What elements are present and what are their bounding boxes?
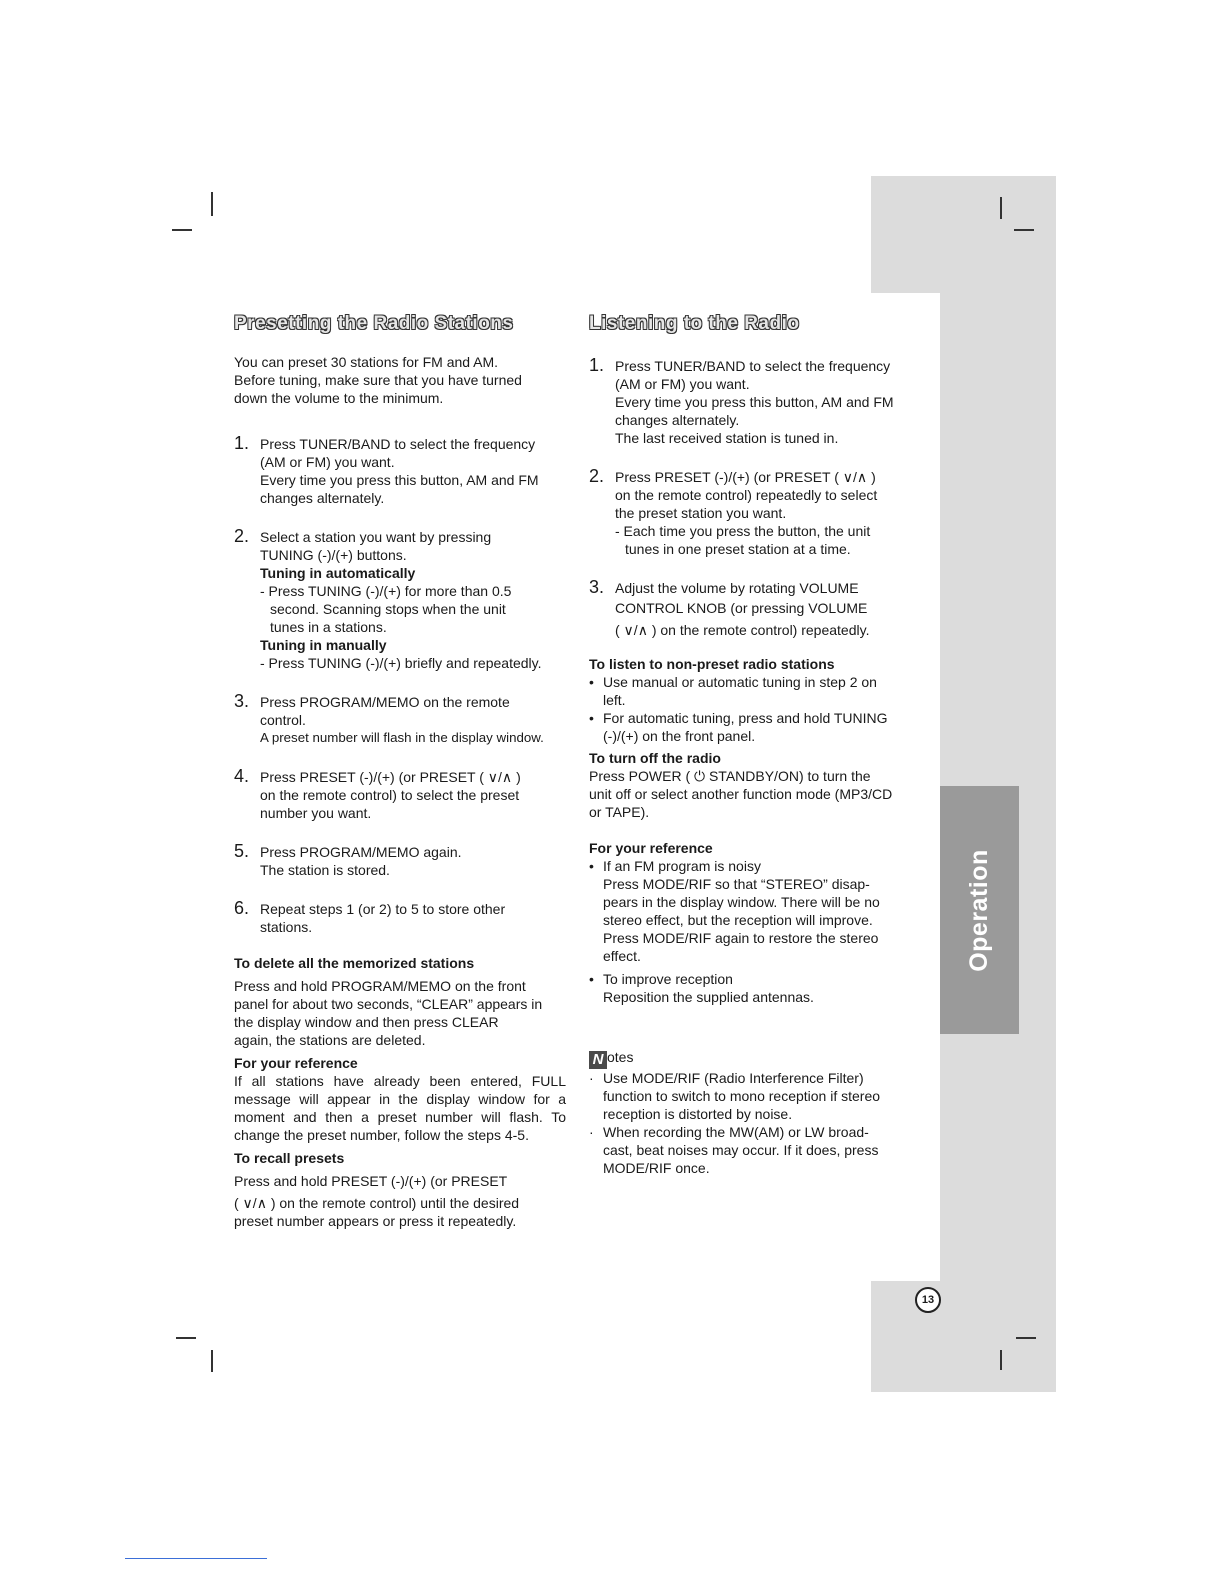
step-line: Every time you press this button, AM and FM [615,394,894,410]
step-line: A preset number will flash in the display window. [260,730,544,745]
step-line: ( ∨/∧ ) on the remote control) repeatedly. [615,622,870,638]
step-line: (AM or FM) you want. [615,376,750,392]
step-1 [589,357,919,447]
step-3 [234,693,566,747]
step-1 [234,435,566,507]
step-line: Select a station you want by pressing [260,529,492,545]
crop-mark [1000,197,1002,219]
step-2 [234,528,566,672]
step-line: TUNING (-)/(+) buttons. [260,547,407,563]
step-line: Press PROGRAM/MEMO on the remote [260,694,510,710]
list-item [589,1069,919,1123]
step-4 [234,768,566,822]
subheading-delete: To delete all the memorized stations [234,955,475,971]
bullet-icon: • [589,971,594,987]
body-line: MODE/RIF once. [603,1160,710,1176]
notes-title: otes [607,1049,634,1065]
body-line: stereo effect, but the reception will improve. [603,912,873,928]
subheading: Tuning in automatically [260,565,416,581]
body-line: Use MODE/RIF (Radio Interference Filter) [603,1070,864,1086]
section-title-presetting: Presetting the Radio Stations [234,313,514,334]
step-line: Adjust the volume by rotating VOLUME [615,580,859,596]
step-line: Every time you press this button, AM and FM [260,472,539,488]
body-line: If an FM program is noisy [603,858,761,874]
body-line: pears in the display window. There will be no [603,894,880,910]
body-line: To improve reception [603,971,733,987]
step-number: 3. [234,691,250,711]
body-line: reception is distorted by noise. [603,1106,793,1122]
step-number: 5. [234,841,250,861]
body-line: cast, beat noises may occur. If it does, press [603,1142,879,1158]
body-line: function to switch to mono reception if stereo [603,1088,881,1104]
list-item [589,970,919,1006]
body-line: moment and then a preset number will flash. To [234,1109,566,1125]
body-line: Press MODE/RIF so that “STEREO” disap- [603,876,870,892]
intro-line: down the volume to the minimum. [234,390,444,406]
step-number: 3. [589,577,605,597]
step-line: Press TUNER/BAND to select the frequency [260,436,536,452]
body-line: again, the stations are deleted. [234,1032,426,1048]
body-line: message will appear in the display window for a [234,1091,566,1107]
body-line: Press and hold PROGRAM/MEMO on the front [234,978,526,994]
subheading-nonpreset: To listen to non-preset radio stations [589,656,835,672]
right-column [589,357,919,1177]
body-line: (-)/(+) on the front panel. [603,728,756,744]
body-line: Press MODE/RIF again to restore the stereo [603,930,879,946]
bullet-icon: • [589,710,594,726]
step-line: (AM or FM) you want. [260,454,395,470]
crop-mark [1000,1350,1002,1370]
body-line: Press and hold PRESET (-)/(+) (or PRESET [234,1173,508,1189]
subheading-reference: For your reference [589,840,713,856]
step-line: - Each time you press the button, the unit [615,523,871,539]
step-line: tunes in a stations. [270,619,387,635]
step-number: 2. [234,526,250,546]
step-number: 1. [234,433,250,453]
reference-paragraph [234,1072,566,1144]
body-line: preset number appears or press it repeatedly. [234,1213,517,1229]
notes-icon: N [589,1051,607,1069]
step-number: 2. [589,466,605,486]
step-number: 1. [589,355,605,375]
step-line: control. [260,712,306,728]
body-line: For automatic tuning, press and hold TUNING [603,710,888,726]
list-item [589,857,919,965]
subheading-reference: For your reference [234,1055,358,1071]
step-number: 4. [234,766,250,786]
list-item [589,709,919,745]
crop-mark [1014,229,1034,231]
step-line: The station is stored. [260,862,390,878]
body-line: Use manual or automatic tuning in step 2 on [603,674,877,690]
left-column [234,353,566,1230]
body-line: panel for about two seconds, “CLEAR” appears in [234,996,543,1012]
subheading: Tuning in manually [260,637,387,653]
crop-mark [211,192,213,216]
footer-rule [125,1558,267,1559]
subheading-recall: To recall presets [234,1150,345,1166]
crop-mark [1016,1337,1036,1339]
page-number: 13 [915,1287,941,1313]
intro-line: You can preset 30 stations for FM and AM. [234,354,499,370]
step-line: - Press TUNING (-)/(+) for more than 0.5 [260,583,512,599]
bullet-icon: • [589,858,594,874]
step-line: changes alternately. [615,412,740,428]
body-line: unit off or select another function mode (MP3/CD [589,786,893,802]
body-line: If all stations have already been entered, FULL [234,1073,566,1089]
body-line: When recording the MW(AM) or LW broad- [603,1124,869,1140]
step-line: tunes in one preset station at a time. [625,541,851,557]
step-line: Press PROGRAM/MEMO again. [260,844,462,860]
bullet-icon: · [589,1070,594,1086]
step-line: - Press TUNING (-)/(+) briefly and repeatedly. [260,655,542,671]
body-line: left. [603,692,626,708]
subheading-turnoff: To turn off the radio [589,750,721,766]
body-line: or TAPE). [589,804,650,820]
step-line: on the remote control) repeatedly to select [615,487,878,503]
body-line: effect. [603,948,641,964]
step-5 [234,843,566,879]
crop-mark [211,1350,213,1372]
step-line: Repeat steps 1 (or 2) to 5 to store other [260,901,506,917]
step-2 [589,468,919,558]
step-line: Press PRESET (-)/(+) (or PRESET ( ∨/∧ ) [260,769,521,785]
body-line: the display window and then press CLEAR [234,1014,499,1030]
section-tab-label-wrap [940,786,1019,1034]
body-line: Reposition the supplied antennas. [603,989,814,1005]
step-line: changes alternately. [260,490,385,506]
step-line: Press PRESET (-)/(+) (or PRESET ( ∨/∧ ) [615,469,876,485]
side-panel-top [871,176,1056,293]
body-line: Press POWER ( ⏻ STANDBY/ON) to turn the [589,768,871,784]
list-item [589,1123,919,1177]
step-number: 6. [234,898,250,918]
section-title-listening: Listening to the Radio [589,313,800,334]
list-item [589,673,919,709]
step-line: Press TUNER/BAND to select the frequency [615,358,891,374]
bullet-icon: • [589,674,594,690]
step-line: second. Scanning stops when the unit [270,601,506,617]
step-line: number you want. [260,805,372,821]
step-3 [589,579,919,639]
step-line: the preset station you want. [615,505,787,521]
body-line: ( ∨/∧ ) on the remote control) until the desired [234,1195,520,1211]
crop-mark [172,229,192,231]
crop-mark [176,1337,196,1339]
notes-heading [589,1048,919,1069]
step-line: on the remote control) to select the preset [260,787,520,803]
step-line: stations. [260,919,313,935]
body-line: change the preset number, follow the steps 4-5. [234,1127,529,1143]
intro-line: Before tuning, make sure that you have turned [234,372,522,388]
step-line: CONTROL KNOB (or pressing VOLUME [615,600,868,616]
section-tab-label: Operation [965,848,994,972]
step-6 [234,900,566,936]
step-line: The last received station is tuned in. [615,430,839,446]
bullet-icon: · [589,1124,594,1140]
